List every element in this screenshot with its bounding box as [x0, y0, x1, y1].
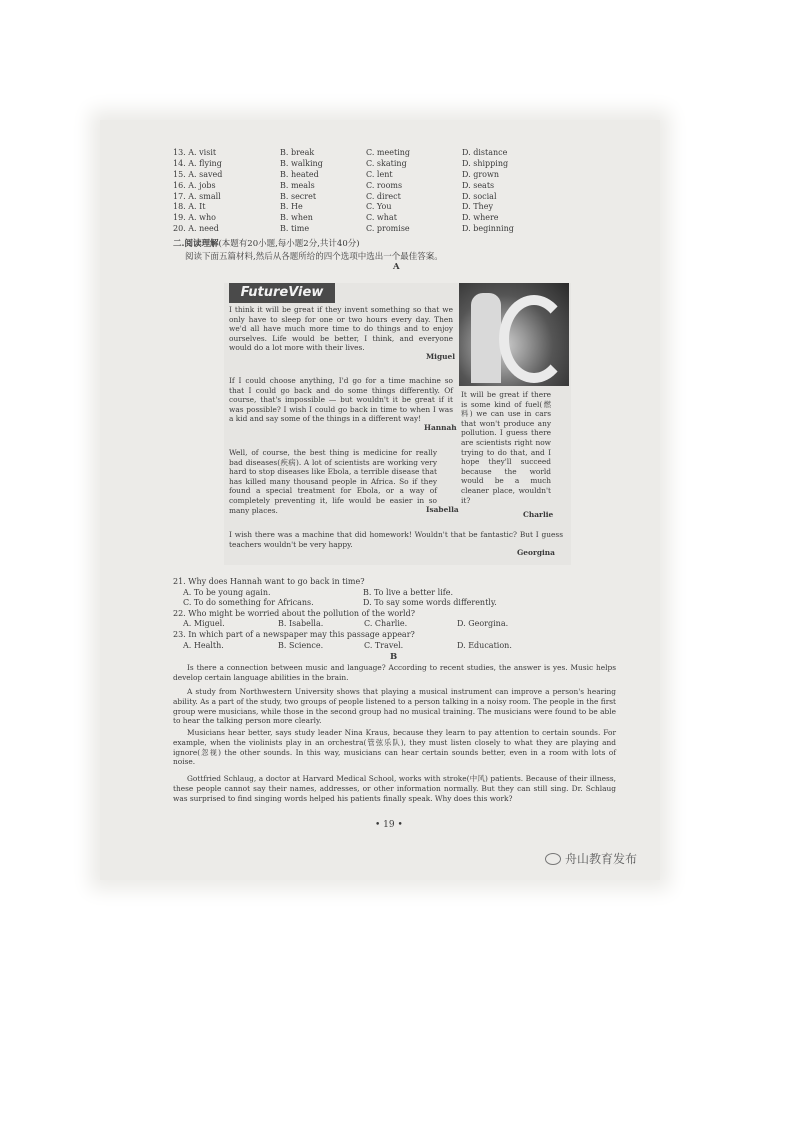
option-row [173, 224, 533, 235]
option: C. what [366, 213, 397, 223]
option: B. heated [280, 169, 319, 179]
passage-b-paragraph: Gottfried Schlaug, a doctor at Harvard Medical School, works with stroke(中风) patients. Because of their illness, these people cannot say their names, addresses, or other information normally. But they can still sing. Dr. Schlaug was surprised to find singing words helped his patients finally speak. Why does this work? [173, 774, 616, 803]
georgina-signature: Georgina [517, 548, 555, 557]
option: D. Education. [457, 640, 512, 650]
person-figure [471, 293, 501, 383]
option: D. social [462, 191, 497, 201]
option: B. meals [280, 180, 315, 190]
option: C. rooms [366, 180, 403, 190]
option: B. He [280, 202, 303, 212]
hannah-signature: Hannah [424, 423, 457, 432]
option: C. lent [366, 169, 393, 179]
option: 17. A. small [173, 191, 221, 201]
option-row [173, 181, 533, 192]
option: C. direct [366, 191, 401, 201]
isabella-text: Well, of course, the best thing is medicine for really bad diseases(疾病). A lot of scientists are working very hard to stop diseases like Ebola, a terrible disease that has killed many thousand people in Africa. So if they found a special treatment for Ebola, or a way of completely preventing it, life would be easier in so many places. [229, 448, 437, 515]
option: D. They [462, 202, 493, 212]
option: D. To say some words differently. [363, 598, 497, 608]
question-stem [173, 577, 593, 588]
option: D. shipping [462, 158, 509, 168]
option: B. break [280, 148, 315, 157]
option: 18. A. It [173, 202, 206, 212]
question-22: 22. Who might be worried about the pollution of the world? [173, 608, 416, 618]
option: B. when [280, 213, 313, 223]
option: C. promise [366, 224, 410, 234]
ring-shape [499, 295, 569, 383]
illustration-photo [459, 283, 569, 386]
hannah-text: If I could choose anything, I'd go for a time machine so that I could go back and do some things differently. Of course, that's impossible — but wouldn't it be great if it was possible? I wish I could go back in time to when I was a kid and say some of the things in a different way! [229, 376, 453, 424]
question-options [173, 641, 593, 652]
option: D. where [462, 213, 499, 223]
option: 19. A. who [173, 213, 216, 223]
option: C. meeting [366, 148, 411, 157]
question-21: 21. Why does Hannah want to go back in time? [173, 577, 365, 586]
option: 13. A. visit [173, 148, 217, 157]
option-row [173, 213, 533, 224]
option: B. walking [280, 158, 323, 168]
future-view-title: FutureView [229, 283, 335, 303]
section-heading [173, 237, 360, 249]
passage-b-letter: B [390, 652, 398, 662]
option: C. Travel. [364, 640, 404, 650]
section-instruction: 阅读下面五篇材料,然后从各题所给的四个选项中选出一个最佳答案。 [185, 252, 443, 262]
option-row [173, 159, 533, 170]
option: C. To do something for Africans. [183, 598, 314, 608]
option: A. To be young again. [183, 587, 271, 597]
option: C. skating [366, 158, 407, 168]
watermark-text: 舟山教育发布 [565, 852, 638, 866]
passage-b-paragraph: Is there a connection between music and language? According to recent studies, the answer is yes. Music helps develop certain language abilities in the brain. [173, 663, 616, 682]
option: 15. A. saved [173, 169, 223, 179]
option: B. time [280, 224, 310, 234]
option: A. Health. [183, 640, 224, 650]
option: C. Charlie. [364, 619, 408, 629]
option-grid [173, 148, 533, 235]
option-row [173, 202, 533, 213]
option: 16. A. jobs [173, 180, 216, 190]
section-subtitle: (本题有20小题,每小题2分,共计40分) [218, 239, 360, 249]
section-title: 二.阅读理解 [173, 239, 219, 249]
miguel-signature: Miguel [426, 352, 456, 361]
option: B. Science. [278, 640, 324, 650]
option: D. grown [462, 169, 499, 179]
option: A. Miguel. [183, 619, 225, 629]
option: B. To live a better life. [363, 587, 454, 597]
question-options [173, 588, 593, 599]
georgina-text: I wish there was a machine that did homework! Wouldn't that be fantastic? But I guess teachers wouldn't be very happy. [229, 530, 563, 549]
question-stem [173, 630, 593, 641]
isabella-signature: Isabella [426, 505, 459, 514]
option: B. secret [280, 191, 317, 201]
question-23: 23. In which part of a newspaper may this passage appear? [173, 629, 415, 639]
option: D. beginning [462, 224, 514, 234]
question-options [173, 619, 593, 630]
option-row [173, 148, 533, 159]
charlie-text: It will be great if there is some kind of fuel(燃料) we can use in cars that won't produce any pollution. I guess there are scientists right now trying to do that, and I hope they'll succeed because the world would be a much cleaner place, wouldn't it? [461, 390, 551, 505]
option: 14. A. flying [173, 158, 222, 168]
wechat-icon [545, 853, 561, 865]
option: 20. A. need [173, 224, 219, 234]
charlie-signature: Charlie [523, 510, 554, 519]
questions-block [173, 577, 593, 651]
question-options [173, 598, 593, 609]
watermark [545, 850, 637, 867]
option: D. Georgina. [457, 619, 509, 629]
passage-a-letter: A [393, 262, 400, 272]
option: B. Isabella. [278, 619, 324, 629]
option: D. seats [462, 180, 495, 190]
miguel-text: I think it will be great if they invent something so that we only have to sleep for one or two hours every day. Then we'd all have much more time to do things and to enjoy ourselves. Life would be better, I think, and everyone would do a lot more with their lives. [229, 305, 453, 353]
option-row [173, 192, 533, 203]
passage-b-paragraph: Musicians hear better, says study leader Nina Kraus, because they learn to pay attention to certain sounds. For example, when the violinists play in an orchestra(管弦乐队), they must listen closely to what they are playing and ignore(忽视) the other sounds. In this way, musicians can hear certain sounds better, even in a room with lots of noise. [173, 728, 616, 767]
page-number: • 19 • [375, 820, 403, 830]
question-stem [173, 609, 593, 620]
option-row [173, 170, 533, 181]
option: D. distance [462, 148, 508, 157]
passage-b-paragraph: A study from Northwestern University shows that playing a musical instrument can improve a person's hearing ability. As a part of the study, two groups of people listened to a person talking in a noisy room. The people in the first group were musicians, while those in the second group had no musical training. The musicians were found to be able to hear the talking person more clearly. [173, 687, 616, 726]
option: C. You [366, 202, 392, 212]
